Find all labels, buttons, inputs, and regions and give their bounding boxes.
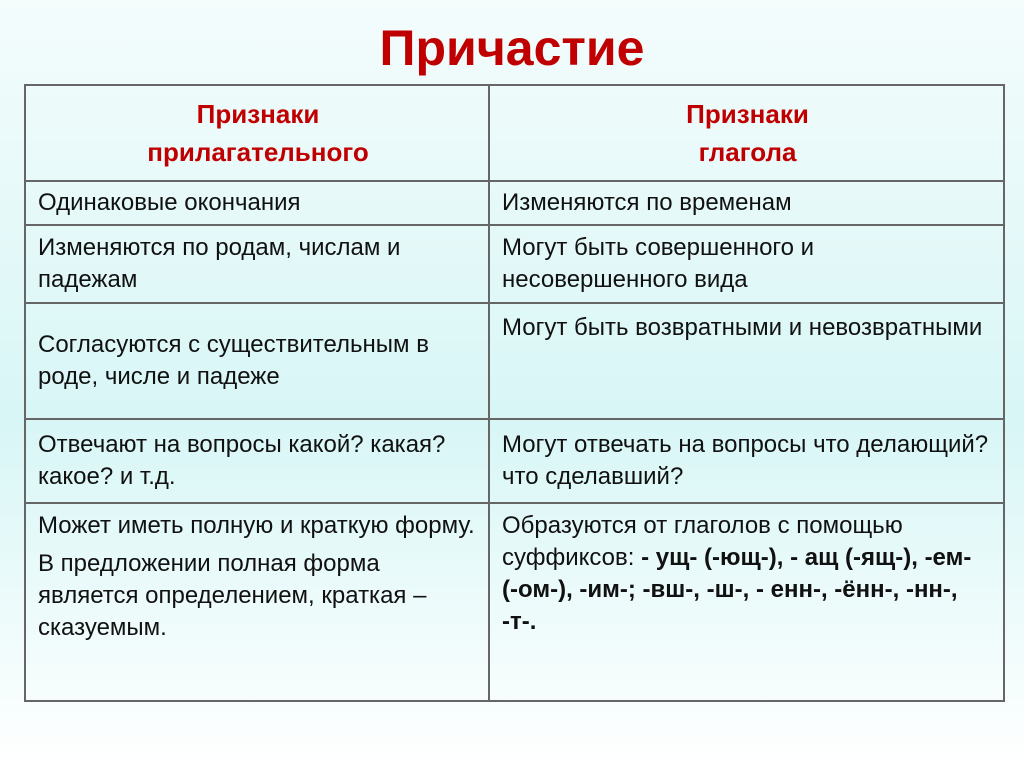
comparison-table [24,84,1005,702]
suffix-list: - ущ- (-ющ-), - ащ (-ящ-), -ем- (-ом-), -им-; -вш-, -ш-, - енн-, -ённ-, -нн-, -т-. [502,544,972,635]
table-row [25,419,1004,503]
adjective-features-header [25,85,489,181]
verb-feature-cell: Могут отвечать на вопросы что делающий? что сделавший? [489,419,1004,503]
table-row [25,181,1004,225]
verb-feature-cell: Могут быть возвратными и невозвратными [489,303,1004,419]
verb-feature-cell: Могут быть совершенного и несовершенного вида [489,225,1004,303]
adjective-feature-cell: Одинаковые окончания [25,181,489,225]
syntax-role-note: В предложении полная форма является определением, краткая – сказуемым. [38,550,427,641]
short-form-note: Может иметь полную и краткую форму. [38,512,475,539]
verb-feature-cell [489,503,1004,701]
table-row [25,503,1004,701]
adjective-feature-cell: Изменяются по родам, числам и падежам [25,225,489,303]
table-header-row [25,85,1004,181]
adjective-feature-cell: Отвечают на вопросы какой? какая? какое? и т.д. [25,419,489,503]
verb-feature-cell: Изменяются по временам [489,181,1004,225]
verb-features-header [489,85,1004,181]
adjective-header-line1: Признаки [196,99,320,129]
formation-intro: Образуются от глаголов с помощью суффиксов: [502,512,903,571]
page-title: Причастие [379,20,645,76]
adjective-feature-cell: Согласуются с существительным в роде, числе и падеже [25,303,489,419]
table-row [25,303,1004,419]
adjective-feature-cell [25,503,489,701]
table-row [25,225,1004,303]
adjective-header-line2: прилагательного [147,137,369,167]
verb-header-line2: глагола [698,137,797,167]
verb-header-line1: Признаки [686,99,809,129]
